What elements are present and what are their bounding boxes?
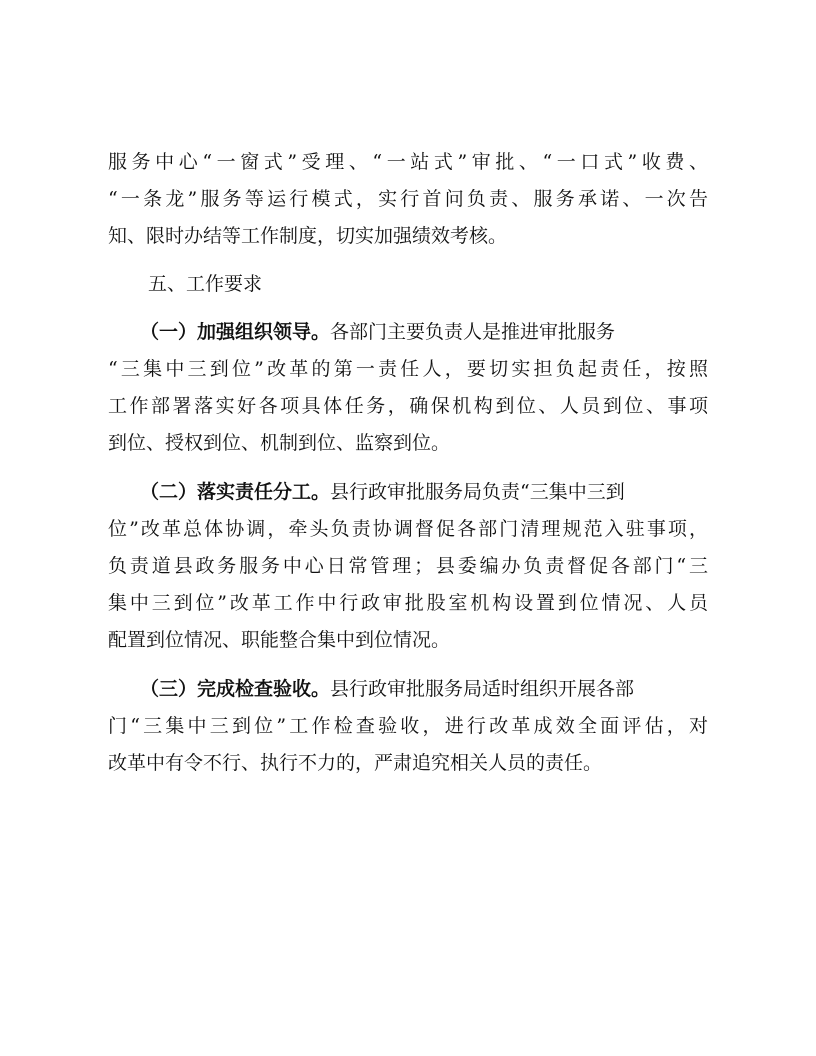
item1-line-3: 工作部署落实好各项具体任务，确保机构到位、人员到位、事项 — [108, 395, 708, 417]
item2-line-4: 集中三到位”改革工作中行政审批股室机构设置到位情况、人员 — [108, 592, 708, 614]
item2-line-5: 配置到位情况、职能整合集中到位情况。 — [108, 629, 451, 651]
section-heading: 五、工作要求 — [148, 273, 263, 295]
item3-first-line — [140, 677, 708, 701]
item2-line-3: 负责道县政务服务中心日常管理；县委编办负责督促各部门“三 — [108, 555, 708, 577]
item1-line-4: 到位、授权到位、机制到位、监察到位。 — [108, 432, 451, 454]
item1-first-text: 各部门主要负责人是推进审批服务 — [330, 321, 616, 343]
item3-line-2: 门“三集中三到位”工作检查验收，进行改革成效全面评估，对 — [108, 715, 708, 737]
item2-title: （二）落实责任分工。 — [140, 481, 331, 503]
item3-title: （三）完成检查验收。 — [140, 678, 331, 700]
item2-first-line — [140, 480, 708, 504]
item3-first-text: 县行政审批服务局适时组织开展各部 — [330, 678, 635, 700]
item1-title: （一）加强组织领导。 — [140, 321, 331, 343]
item1-line-2: “三集中三到位”改革的第一责任人，要切实担负起责任，按照 — [108, 358, 708, 380]
item2-first-text: 县行政审批服务局负责“三集中三到 — [330, 481, 625, 503]
continuation-line-3: 知、限时办结等工作制度，切实加强绩效考核。 — [108, 225, 508, 247]
item3-line-3: 改革中有令不行、执行不力的，严肃追究相关人员的责任。 — [108, 752, 603, 774]
item2-line-2: 位”改革总体协调，牵头负责协调督促各部门清理规范入驻事项， — [108, 518, 708, 540]
item1-first-line — [140, 320, 708, 344]
continuation-line-1: 服务中心“一窗式”受理、“一站式”审批、“一口式”收费、 — [108, 151, 708, 173]
continuation-line-2: “一条龙”服务等运行模式，实行首问负责、服务承诺、一次告 — [108, 188, 708, 210]
